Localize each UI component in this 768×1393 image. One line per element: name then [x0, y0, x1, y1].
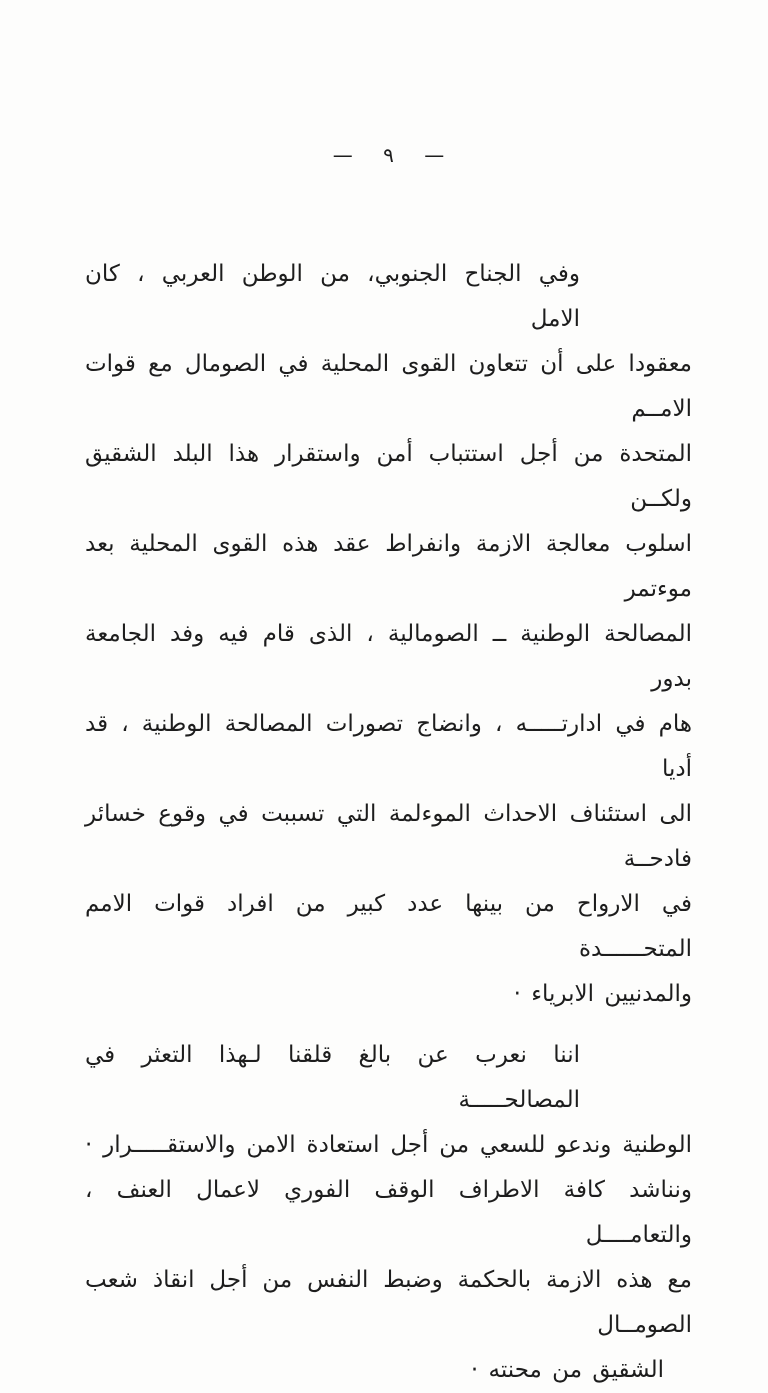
text-line: الشقيق من محنته ·	[470, 1357, 664, 1383]
paragraph-1	[85, 252, 692, 1017]
text-line: الوطنية وندعو للسعي من أجل استعادة الامن والاستقـــــرار ·	[85, 1132, 692, 1158]
text-line: معقودا على أن تتعاون القوى المحلية في الصومال مع قوات الامــم	[85, 351, 692, 422]
text-line: هام في ادارتـــــه ، وانضاج تصورات المصالحة الوطنية ، قد أديا	[85, 711, 692, 782]
text-line: المتحدة من أجل استتباب أمن واستقرار هذا البلد الشقيق ولكــن	[85, 441, 692, 512]
text-line: اسلوب معالجة الازمة وانفراط عقد هذه القوى المحلية بعد موءتمر	[85, 531, 692, 602]
page-number: — ٩ —	[332, 143, 445, 167]
text-line: والمدنيين الابرياء ·	[513, 981, 692, 1007]
text-line: الى استئناف الاحداث الموءلمة التي تسببت في وقوع خسائر فادحــة	[85, 801, 692, 872]
paragraph-2	[85, 1033, 692, 1393]
text-line: ونناشد كافة الاطراف الوقف الفوري لاعمال العنف ، والتعامــــل	[85, 1177, 692, 1248]
text-line: المصالحة الوطنية ــ الصومالية ، الذى قام فيه وفد الجامعة بدور	[85, 621, 692, 692]
text-line: اننا نعرب عن بالغ قلقنا لـهذا التعثر في المصالحـــــة	[85, 1042, 580, 1113]
text-line: في الارواح من بينها عدد كبير من افراد قوات الامم المتحــــــدة	[85, 891, 692, 962]
text-line: وفي الجناح الجنوبي، من الوطن العربي ، كان الامل	[85, 261, 580, 332]
text-line: مع هذه الازمة بالحكمة وضبط النفس من أجل انقاذ شعب الصومــال	[85, 1267, 692, 1338]
